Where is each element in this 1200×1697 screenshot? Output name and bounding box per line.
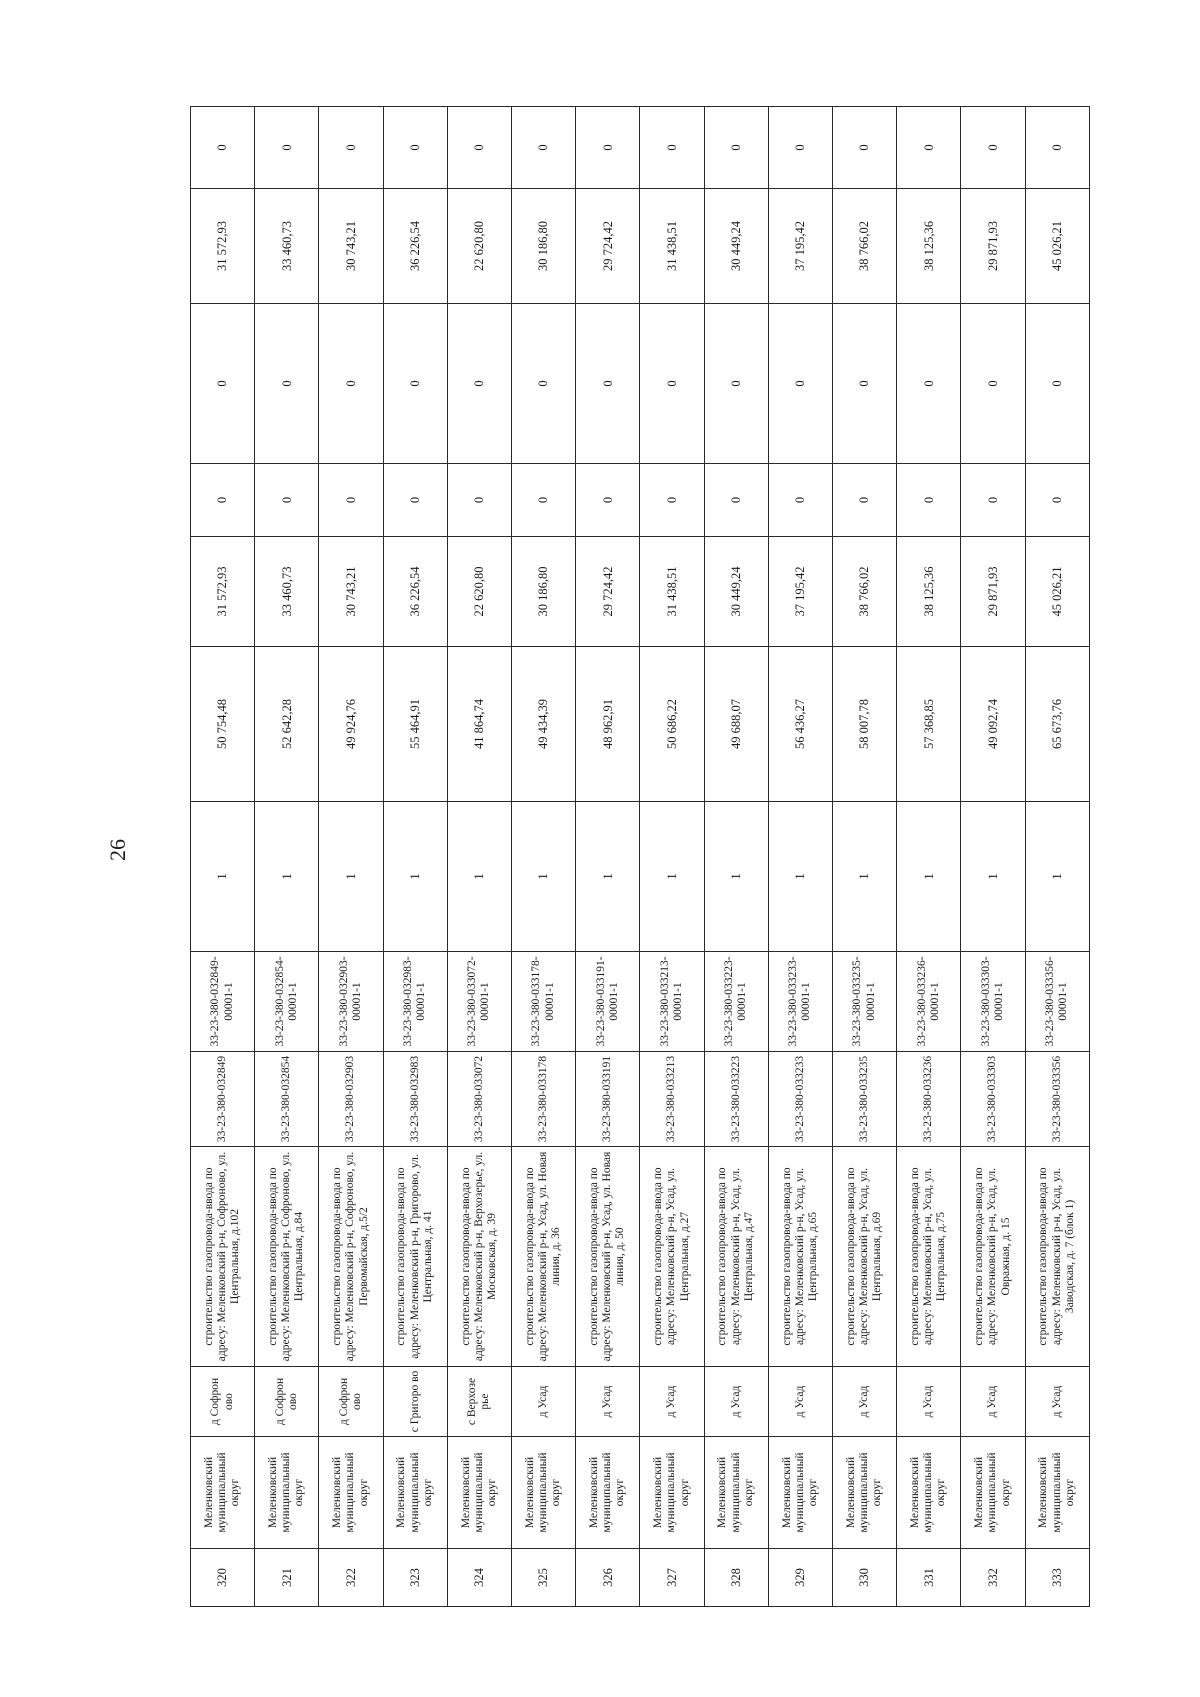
description-cell: строительство газопровода-ввода по адресу: Меленковский р-н, Софроново, ул. Центральная, д.84 (255, 1147, 319, 1367)
object-full-code-cell: 33-23-380-033303-00001-1 (961, 952, 1025, 1052)
last-zero-cell: 0 (768, 107, 832, 189)
district-cell: Меленковский муниципальный округ (319, 1437, 383, 1549)
district-cell: Меленковский муниципальный округ (704, 1437, 768, 1549)
rotated-table-wrapper (190, 107, 1090, 1607)
locality-cell: д Софрон ово (191, 1367, 255, 1437)
value-zero-cell: 0 (640, 464, 704, 537)
table-row (961, 107, 1025, 1607)
amount-cell: 58 007,78 (833, 647, 897, 802)
total-cell: 31 572,93 (191, 189, 255, 304)
object-full-code-cell: 33-23-380-033233-00001-1 (768, 952, 832, 1052)
quantity-cell: 1 (640, 802, 704, 952)
amount-cell: 50 686,22 (640, 647, 704, 802)
total-cell: 22 620,80 (447, 189, 511, 304)
object-code-cell: 33-23-380-033303 (961, 1052, 1025, 1147)
value-zero-cell-2: 0 (833, 304, 897, 464)
locality-cell: д Усад (512, 1367, 576, 1437)
locality-cell: с Верхозе рье (447, 1367, 511, 1437)
total-cell: 30 186,80 (512, 189, 576, 304)
district-cell: Меленковский муниципальный округ (191, 1437, 255, 1549)
subsidy-cell: 33 460,73 (255, 537, 319, 647)
total-cell: 36 226,54 (383, 189, 447, 304)
row-number: 328 (704, 1549, 768, 1607)
description-cell: строительство газопровода-ввода по адресу: Меленковский р-н, Софроново, ул. Центральная, д.102 (191, 1147, 255, 1367)
total-cell: 29 871,93 (961, 189, 1025, 304)
value-zero-cell: 0 (768, 464, 832, 537)
row-number: 329 (768, 1549, 832, 1607)
total-cell: 37 195,42 (768, 189, 832, 304)
description-cell: строительство газопровода-ввода по адресу: Меленковский р-н, Усад, ул. Центральная, д.65 (768, 1147, 832, 1367)
object-full-code-cell: 33-23-380-032903-00001-1 (319, 952, 383, 1052)
quantity-cell: 1 (897, 802, 961, 952)
last-zero-cell: 0 (447, 107, 511, 189)
district-cell: Меленковский муниципальный округ (897, 1437, 961, 1549)
value-zero-cell-2: 0 (255, 304, 319, 464)
subsidy-cell: 45 026,21 (1025, 537, 1089, 647)
quantity-cell: 1 (1025, 802, 1089, 952)
subsidy-cell: 29 871,93 (961, 537, 1025, 647)
district-cell: Меленковский муниципальный округ (768, 1437, 832, 1549)
object-code-cell: 33-23-380-033072 (447, 1052, 511, 1147)
row-number: 333 (1025, 1549, 1089, 1607)
total-cell: 38 766,02 (833, 189, 897, 304)
description-cell: строительство газопровода-ввода по адресу: Меленковский р-н, Усад, ул. Центральная, д.47 (704, 1147, 768, 1367)
object-full-code-cell: 33-23-380-033191-00001-1 (576, 952, 640, 1052)
subsidy-cell: 22 620,80 (447, 537, 511, 647)
last-zero-cell: 0 (704, 107, 768, 189)
value-zero-cell: 0 (512, 464, 576, 537)
object-code-cell: 33-23-380-033236 (897, 1052, 961, 1147)
district-cell: Меленковский муниципальный округ (833, 1437, 897, 1549)
page-number: 26 (105, 839, 130, 861)
locality-cell: с Григоро во (383, 1367, 447, 1437)
table-row (768, 107, 832, 1607)
locality-cell: д Усад (961, 1367, 1025, 1437)
row-number: 332 (961, 1549, 1025, 1607)
amount-cell: 49 434,39 (512, 647, 576, 802)
subsidy-cell: 37 195,42 (768, 537, 832, 647)
amount-cell: 65 673,76 (1025, 647, 1089, 802)
table-row (319, 107, 383, 1607)
row-number: 330 (833, 1549, 897, 1607)
total-cell: 29 724,42 (576, 189, 640, 304)
object-full-code-cell: 33-23-380-033235-00001-1 (833, 952, 897, 1052)
object-full-code-cell: 33-23-380-033356-00001-1 (1025, 952, 1089, 1052)
quantity-cell: 1 (512, 802, 576, 952)
last-zero-cell: 0 (512, 107, 576, 189)
description-cell: строительство газопровода-ввода по адресу: Меленковский р-н, Усад, ул. Овражная, д. 15 (961, 1147, 1025, 1367)
row-number: 327 (640, 1549, 704, 1607)
table-body (191, 107, 1090, 1607)
value-zero-cell: 0 (255, 464, 319, 537)
total-cell: 33 460,73 (255, 189, 319, 304)
description-cell: строительство газопровода-ввода по адресу: Меленковский р-н, Усад, ул. Заводская, д. 7 (блок 1) (1025, 1147, 1089, 1367)
object-full-code-cell: 33-23-380-033213-00001-1 (640, 952, 704, 1052)
table-row (512, 107, 576, 1607)
object-code-cell: 33-23-380-033356 (1025, 1052, 1089, 1147)
total-cell: 38 125,36 (897, 189, 961, 304)
value-zero-cell: 0 (576, 464, 640, 537)
value-zero-cell-2: 0 (512, 304, 576, 464)
row-number: 326 (576, 1549, 640, 1607)
value-zero-cell-2: 0 (576, 304, 640, 464)
quantity-cell: 1 (768, 802, 832, 952)
value-zero-cell-2: 0 (768, 304, 832, 464)
amount-cell: 57 368,85 (897, 647, 961, 802)
object-full-code-cell: 33-23-380-033236-00001-1 (897, 952, 961, 1052)
value-zero-cell: 0 (1025, 464, 1089, 537)
locality-cell: д Усад (704, 1367, 768, 1437)
amount-cell: 48 962,91 (576, 647, 640, 802)
object-code-cell: 33-23-380-032903 (319, 1052, 383, 1147)
description-cell: строительство газопровода-ввода по адресу: Меленковский р-н, Верхозерье, ул. Московская, д. 39 (447, 1147, 511, 1367)
last-zero-cell: 0 (255, 107, 319, 189)
quantity-cell: 1 (447, 802, 511, 952)
district-cell: Меленковский муниципальный округ (1025, 1437, 1089, 1549)
object-full-code-cell: 33-23-380-033072-00001-1 (447, 952, 511, 1052)
total-cell: 31 438,51 (640, 189, 704, 304)
description-cell: строительство газопровода-ввода по адресу: Меленковский р-н, Усад, ул. Новая линия, д. 36 (512, 1147, 576, 1367)
district-cell: Меленковский муниципальный округ (576, 1437, 640, 1549)
subsidy-cell: 38 125,36 (897, 537, 961, 647)
object-full-code-cell: 33-23-380-032849-00001-1 (191, 952, 255, 1052)
value-zero-cell: 0 (833, 464, 897, 537)
district-cell: Меленковский муниципальный округ (447, 1437, 511, 1549)
object-full-code-cell: 33-23-380-033223-00001-1 (704, 952, 768, 1052)
description-cell: строительство газопровода-ввода по адресу: Меленковский р-н, Усад, ул. Центральная, д.75 (897, 1147, 961, 1367)
value-zero-cell: 0 (191, 464, 255, 537)
value-zero-cell-2: 0 (704, 304, 768, 464)
quantity-cell: 1 (833, 802, 897, 952)
locality-cell: д Усад (833, 1367, 897, 1437)
description-cell: строительство газопровода-ввода по адресу: Меленковский р-н, Усад, ул. Центральная, д.27 (640, 1147, 704, 1367)
last-zero-cell: 0 (897, 107, 961, 189)
object-full-code-cell: 33-23-380-033178-00001-1 (512, 952, 576, 1052)
object-code-cell: 33-23-380-032983 (383, 1052, 447, 1147)
row-number: 325 (512, 1549, 576, 1607)
locality-cell: д Усад (640, 1367, 704, 1437)
table-row (255, 107, 319, 1607)
quantity-cell: 1 (255, 802, 319, 952)
table-row (576, 107, 640, 1607)
last-zero-cell: 0 (961, 107, 1025, 189)
last-zero-cell: 0 (1025, 107, 1089, 189)
last-zero-cell: 0 (833, 107, 897, 189)
total-cell: 30 449,24 (704, 189, 768, 304)
total-cell: 30 743,21 (319, 189, 383, 304)
last-zero-cell: 0 (640, 107, 704, 189)
district-cell: Меленковский муниципальный округ (640, 1437, 704, 1549)
table-row (897, 107, 961, 1607)
quantity-cell: 1 (704, 802, 768, 952)
value-zero-cell-2: 0 (447, 304, 511, 464)
subsidy-cell: 38 766,02 (833, 537, 897, 647)
gas-pipeline-table (190, 106, 1090, 1607)
district-cell: Меленковский муниципальный округ (961, 1437, 1025, 1549)
district-cell: Меленковский муниципальный округ (255, 1437, 319, 1549)
object-code-cell: 33-23-380-033178 (512, 1052, 576, 1147)
quantity-cell: 1 (383, 802, 447, 952)
locality-cell: д Софрон ово (255, 1367, 319, 1437)
row-number: 323 (383, 1549, 447, 1607)
row-number: 324 (447, 1549, 511, 1607)
subsidy-cell: 30 186,80 (512, 537, 576, 647)
locality-cell: д Усад (768, 1367, 832, 1437)
locality-cell: д Усад (897, 1367, 961, 1437)
locality-cell: д Усад (1025, 1367, 1089, 1437)
quantity-cell: 1 (191, 802, 255, 952)
total-cell: 45 026,21 (1025, 189, 1089, 304)
object-full-code-cell: 33-23-380-032854-00001-1 (255, 952, 319, 1052)
last-zero-cell: 0 (319, 107, 383, 189)
table-row (383, 107, 447, 1607)
value-zero-cell: 0 (447, 464, 511, 537)
district-cell: Меленковский муниципальный округ (512, 1437, 576, 1549)
amount-cell: 56 436,27 (768, 647, 832, 802)
row-number: 321 (255, 1549, 319, 1607)
description-cell: строительство газопровода-ввода по адресу: Меленковский р-н, Усад, ул. Центральная, д.69 (833, 1147, 897, 1367)
object-full-code-cell: 33-23-380-032983-00001-1 (383, 952, 447, 1052)
amount-cell: 49 092,74 (961, 647, 1025, 802)
subsidy-cell: 36 226,54 (383, 537, 447, 647)
description-cell: строительство газопровода-ввода по адресу: Меленковский р-н, Софроново, ул. Первомайская, д.5/2 (319, 1147, 383, 1367)
amount-cell: 50 754,48 (191, 647, 255, 802)
amount-cell: 55 464,91 (383, 647, 447, 802)
description-cell: строительство газопровода-ввода по адресу: Меленковский р-н, Григорово, ул. Центральная, д. 41 (383, 1147, 447, 1367)
quantity-cell: 1 (319, 802, 383, 952)
amount-cell: 49 924,76 (319, 647, 383, 802)
last-zero-cell: 0 (383, 107, 447, 189)
table-row (833, 107, 897, 1607)
last-zero-cell: 0 (576, 107, 640, 189)
subsidy-cell: 29 724,42 (576, 537, 640, 647)
value-zero-cell: 0 (961, 464, 1025, 537)
object-code-cell: 33-23-380-033223 (704, 1052, 768, 1147)
value-zero-cell-2: 0 (897, 304, 961, 464)
amount-cell: 52 642,28 (255, 647, 319, 802)
table-row (1025, 107, 1089, 1607)
value-zero-cell-2: 0 (383, 304, 447, 464)
district-cell: Меленковский муниципальный округ (383, 1437, 447, 1549)
quantity-cell: 1 (576, 802, 640, 952)
object-code-cell: 33-23-380-033191 (576, 1052, 640, 1147)
subsidy-cell: 31 572,93 (191, 537, 255, 647)
table-row (447, 107, 511, 1607)
subsidy-cell: 30 449,24 (704, 537, 768, 647)
row-number: 322 (319, 1549, 383, 1607)
amount-cell: 49 688,07 (704, 647, 768, 802)
value-zero-cell-2: 0 (1025, 304, 1089, 464)
last-zero-cell: 0 (191, 107, 255, 189)
value-zero-cell-2: 0 (961, 304, 1025, 464)
subsidy-cell: 31 438,51 (640, 537, 704, 647)
row-number: 320 (191, 1549, 255, 1607)
subsidy-cell: 30 743,21 (319, 537, 383, 647)
object-code-cell: 33-23-380-032854 (255, 1052, 319, 1147)
value-zero-cell-2: 0 (640, 304, 704, 464)
value-zero-cell: 0 (704, 464, 768, 537)
description-cell: строительство газопровода-ввода по адресу: Меленковский р-н, Усад, ул. Новая линия, д. 50 (576, 1147, 640, 1367)
value-zero-cell: 0 (897, 464, 961, 537)
value-zero-cell-2: 0 (319, 304, 383, 464)
table-row (191, 107, 255, 1607)
amount-cell: 41 864,74 (447, 647, 511, 802)
table-row (704, 107, 768, 1607)
locality-cell: д Усад (576, 1367, 640, 1437)
object-code-cell: 33-23-380-032849 (191, 1052, 255, 1147)
value-zero-cell: 0 (319, 464, 383, 537)
value-zero-cell-2: 0 (191, 304, 255, 464)
table-row (640, 107, 704, 1607)
row-number: 331 (897, 1549, 961, 1607)
value-zero-cell: 0 (383, 464, 447, 537)
object-code-cell: 33-23-380-033213 (640, 1052, 704, 1147)
object-code-cell: 33-23-380-033233 (768, 1052, 832, 1147)
object-code-cell: 33-23-380-033235 (833, 1052, 897, 1147)
locality-cell: д Софрон ово (319, 1367, 383, 1437)
quantity-cell: 1 (961, 802, 1025, 952)
